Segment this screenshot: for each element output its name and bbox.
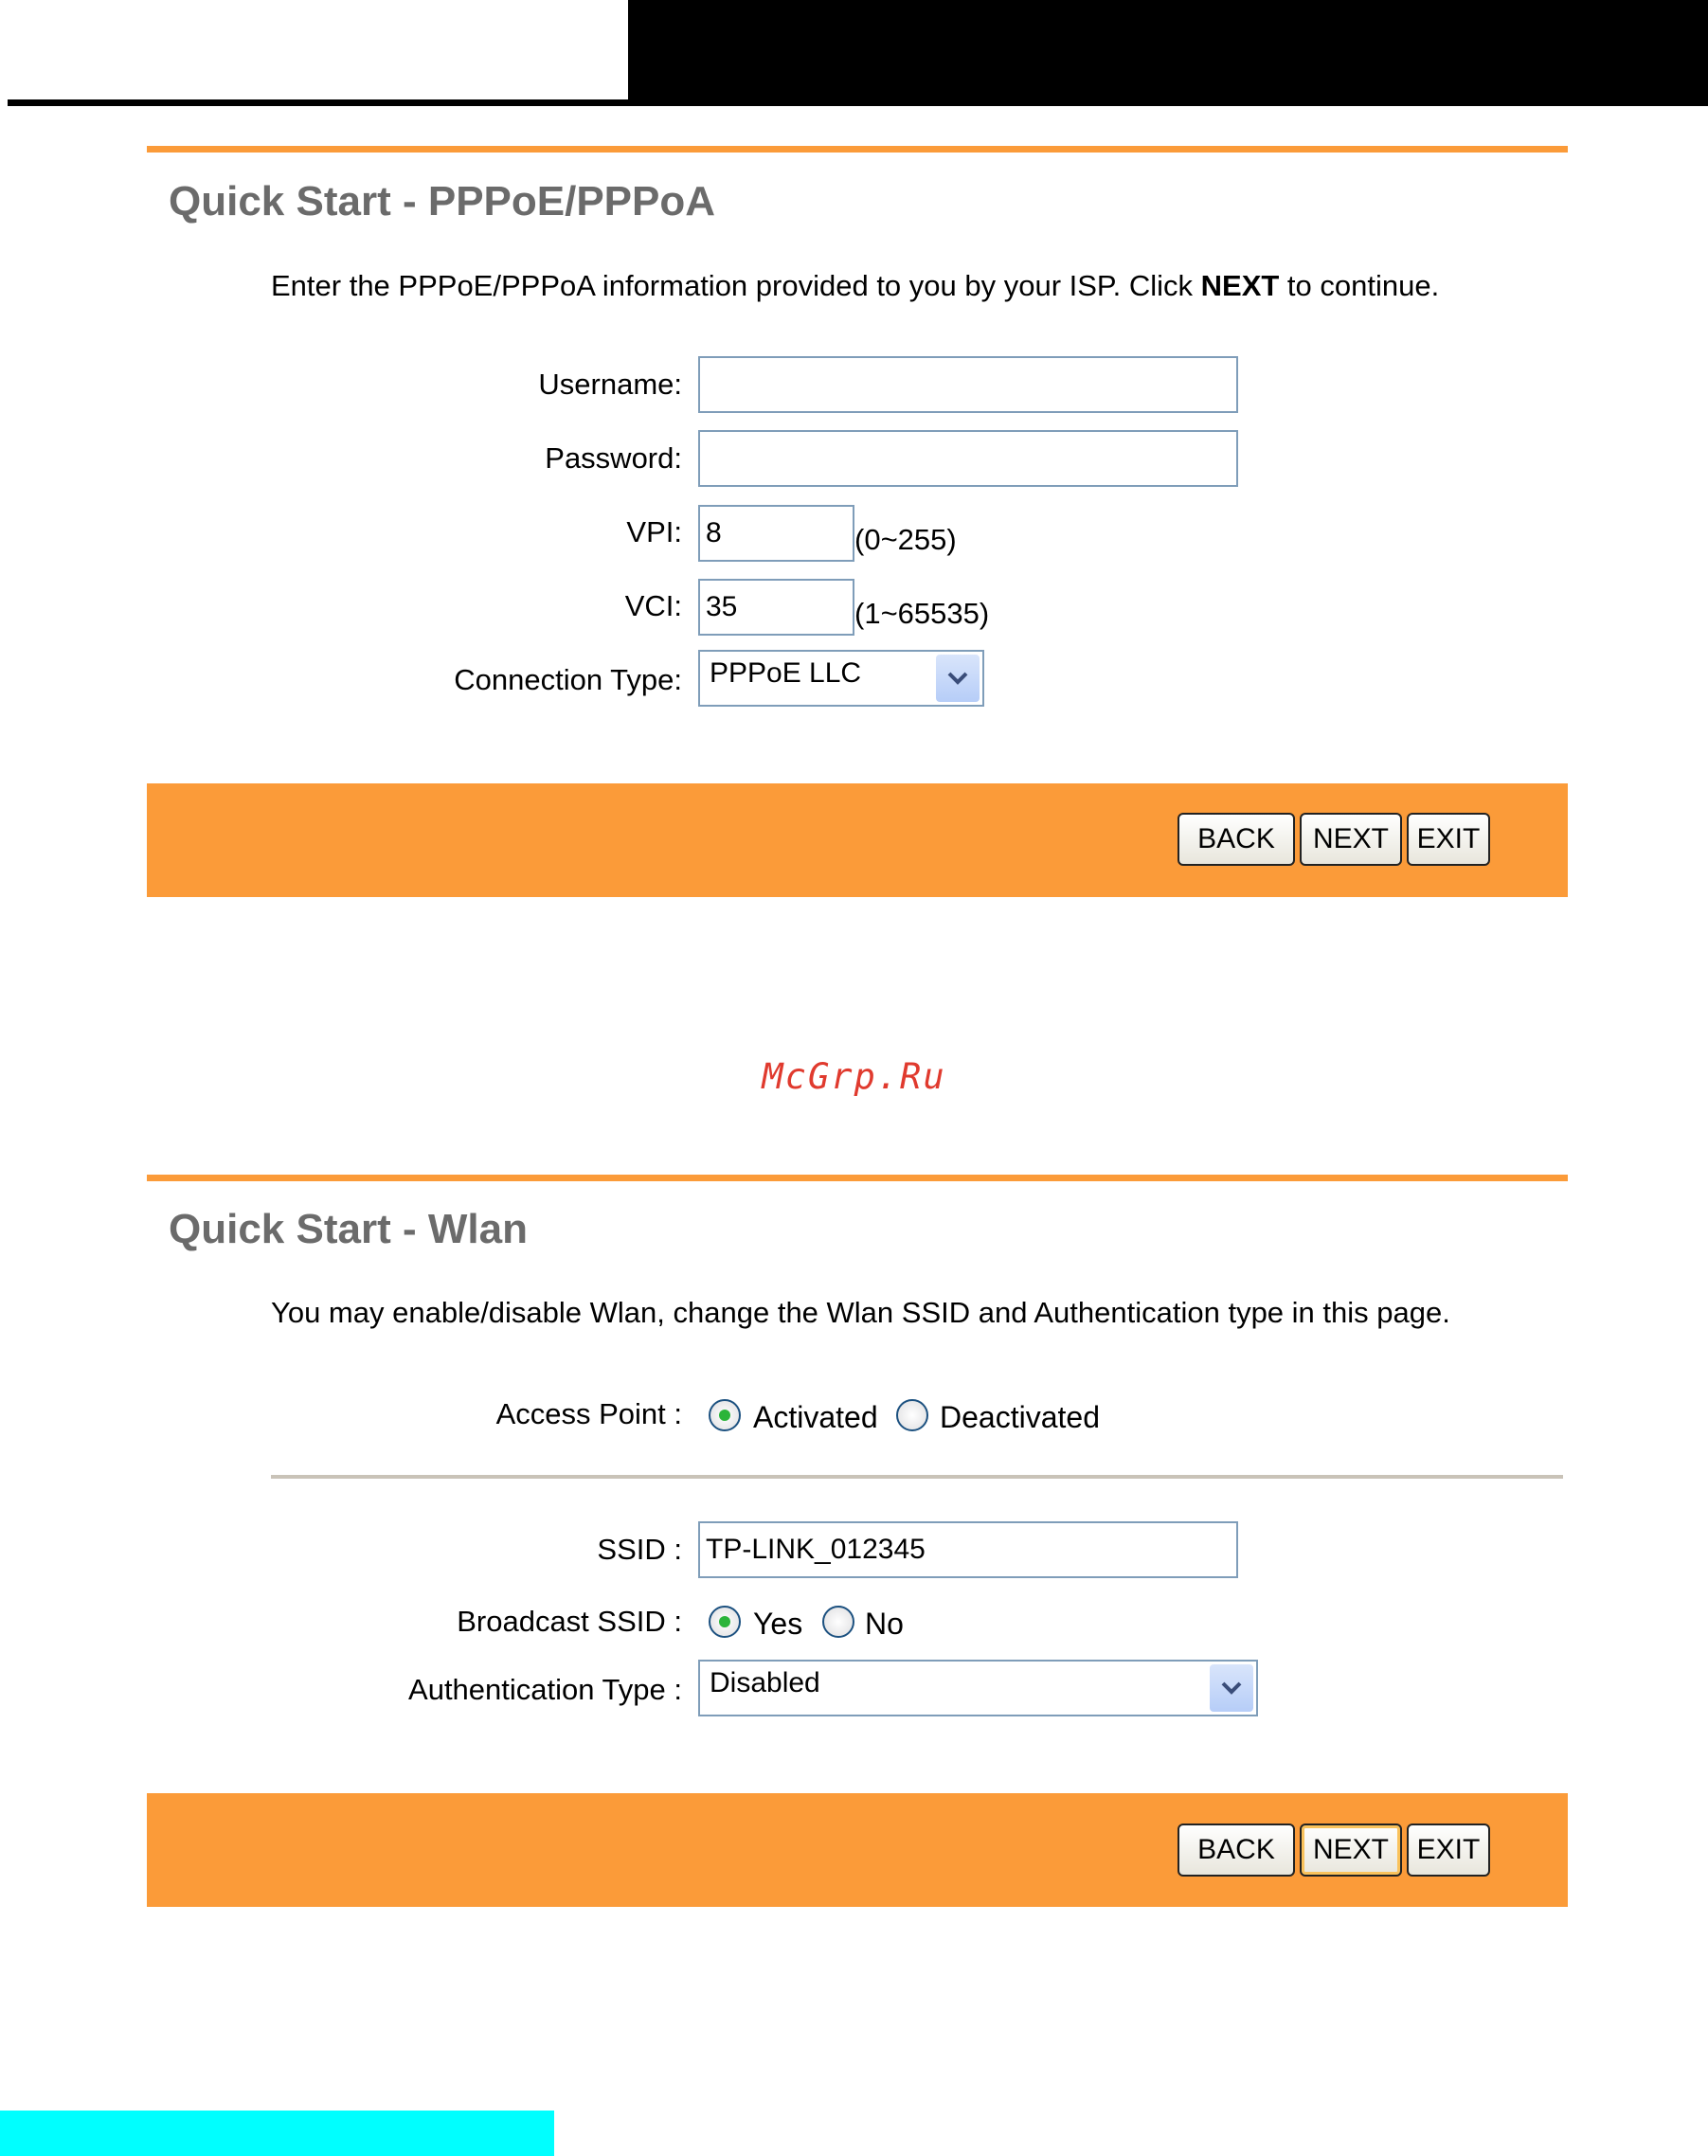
authentication-type-select[interactable] — [698, 1660, 1258, 1716]
access-point-label: Access Point : — [495, 1397, 682, 1430]
pppoe-intro-bold: NEXT — [1200, 269, 1280, 302]
broadcast-yes-radio[interactable] — [709, 1606, 741, 1638]
ssid-label: SSID : — [597, 1533, 682, 1566]
broadcast-no-radio[interactable] — [822, 1606, 854, 1638]
pppoe-intro-after: to continue. — [1279, 269, 1440, 302]
header-black-block — [628, 0, 1708, 106]
pppoe-page-title: Quick Start - PPPoE/PPPoA — [169, 178, 716, 225]
broadcast-ssid-label: Broadcast SSID : — [457, 1605, 682, 1638]
ssid-input[interactable] — [698, 1521, 1238, 1578]
wlan-next-button[interactable]: NEXT — [1300, 1824, 1402, 1877]
password-input[interactable] — [698, 430, 1238, 487]
pppoe-intro-before: Enter the PPPoE/PPPoA information provided to you by your ISP. Click — [271, 269, 1201, 302]
vci-input[interactable] — [698, 579, 854, 636]
wlan-page-title: Quick Start - Wlan — [169, 1206, 528, 1252]
authentication-type-label: Authentication Type : — [408, 1673, 682, 1706]
vpi-range-hint: (0~255) — [854, 523, 957, 556]
pppoe-top-rule — [147, 146, 1568, 153]
wlan-back-button[interactable]: BACK — [1178, 1824, 1295, 1877]
pppoe-button-bar — [147, 783, 1568, 897]
wlan-intro-text: You may enable/disable Wlan, change the Wlan SSID and Authentication type in this page. — [271, 1296, 1450, 1329]
connection-type-label: Connection Type: — [454, 663, 682, 696]
access-point-activated-label: Activated — [753, 1400, 878, 1434]
connection-type-value: PPPoE LLC — [710, 657, 862, 689]
vpi-label: VPI: — [626, 515, 682, 548]
username-input[interactable] — [698, 356, 1238, 413]
connection-type-select[interactable] — [698, 650, 984, 707]
access-point-activated-radio[interactable] — [709, 1399, 741, 1431]
watermark-text: McGrp.Ru — [762, 1056, 946, 1097]
wlan-top-rule — [147, 1175, 1568, 1181]
vci-label: VCI: — [624, 589, 682, 622]
pppoe-intro-text — [271, 269, 1439, 303]
pppoe-back-button[interactable]: BACK — [1178, 813, 1295, 866]
vci-range-hint: (1~65535) — [854, 597, 990, 630]
vpi-input[interactable] — [698, 505, 854, 562]
pppoe-next-button[interactable]: NEXT — [1300, 813, 1402, 866]
header-rule — [8, 99, 1700, 106]
section-divider — [271, 1475, 1563, 1479]
wlan-button-bar — [147, 1793, 1568, 1907]
broadcast-yes-label: Yes — [753, 1607, 803, 1641]
chevron-down-icon[interactable] — [936, 655, 980, 702]
authentication-type-value: Disabled — [710, 1667, 820, 1698]
password-label: Password: — [545, 441, 682, 475]
cyan-footer-block — [0, 2111, 554, 2156]
wlan-exit-button[interactable]: EXIT — [1407, 1824, 1490, 1877]
access-point-deactivated-radio[interactable] — [896, 1399, 928, 1431]
pppoe-exit-button[interactable]: EXIT — [1407, 813, 1490, 866]
chevron-down-icon[interactable] — [1210, 1664, 1253, 1712]
broadcast-no-label: No — [865, 1607, 904, 1641]
access-point-deactivated-label: Deactivated — [940, 1400, 1100, 1434]
username-label: Username: — [538, 368, 682, 401]
